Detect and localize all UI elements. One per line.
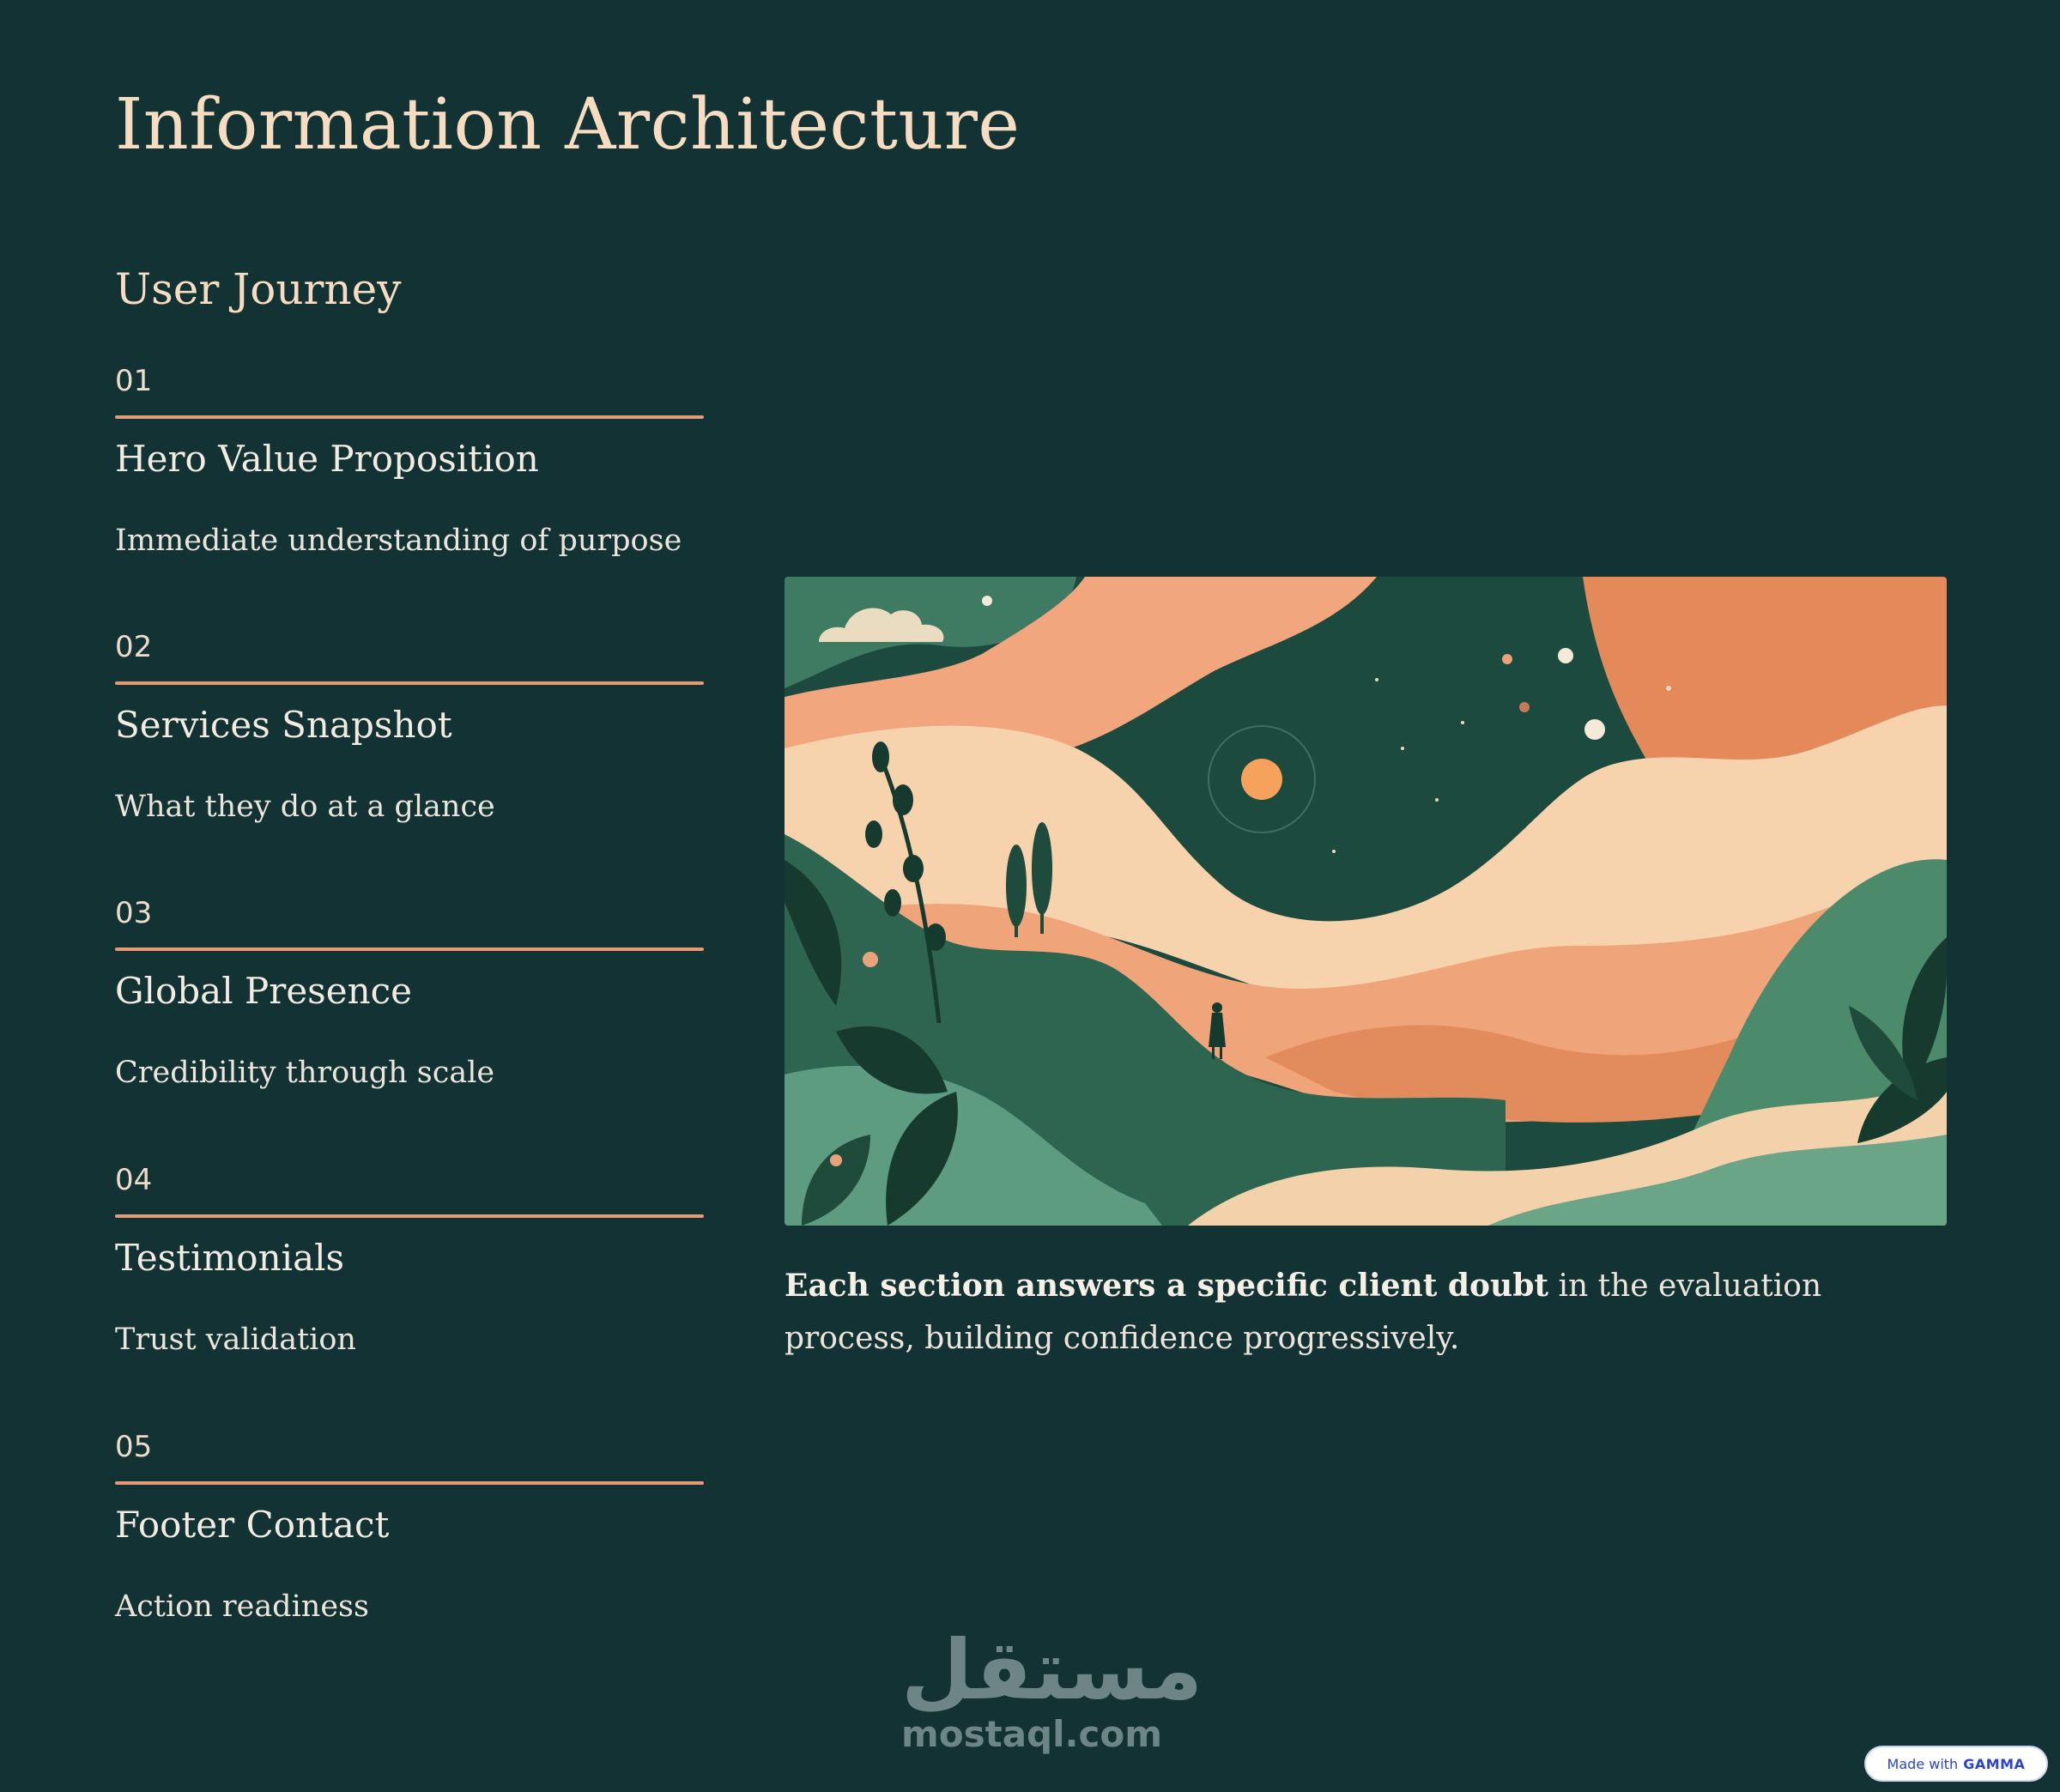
watermark	[901, 1622, 1203, 1756]
journey-step-4	[115, 1163, 704, 1420]
journey-step-3	[115, 896, 704, 1153]
step-number: 05	[115, 1430, 153, 1464]
step-number: 04	[115, 1163, 153, 1197]
caption-bold: Each section answers a specific client doubt	[785, 1268, 1549, 1304]
step-title: Services Snapshot	[115, 704, 452, 746]
landscape-illustration	[785, 577, 1947, 1226]
journey-step-1	[115, 364, 704, 621]
step-number: 02	[115, 630, 153, 664]
step-title: Hero Value Proposition	[115, 438, 539, 480]
step-description: Immediate understanding of purpose	[115, 524, 682, 558]
step-number: 03	[115, 896, 153, 930]
step-description: Trust validation	[115, 1323, 356, 1357]
caption-rest: in the evaluation process, building confidence progressively.	[785, 1268, 1822, 1356]
step-number: 01	[115, 364, 153, 398]
step-divider	[115, 1214, 704, 1218]
step-title: Testimonials	[115, 1237, 345, 1279]
step-description: What they do at a glance	[115, 790, 495, 824]
journey-step-5	[115, 1430, 704, 1687]
step-divider	[115, 681, 704, 685]
step-divider	[115, 1481, 704, 1485]
badge-prefix: Made with	[1887, 1755, 1959, 1772]
watermark-url: mostaql.com	[901, 1713, 1162, 1755]
step-divider	[115, 947, 704, 951]
step-description: Credibility through scale	[115, 1056, 495, 1090]
step-divider	[115, 415, 704, 419]
step-description: Action readiness	[115, 1589, 369, 1624]
page-title: Information Architecture	[115, 84, 1021, 166]
badge-brand: GAMMA	[1963, 1755, 2026, 1772]
watermark-arabic: مستقل	[901, 1622, 1203, 1718]
step-title: Global Presence	[115, 970, 413, 1012]
section-heading-user-journey: User Journey	[115, 264, 402, 314]
journey-step-2	[115, 630, 704, 887]
illustration-caption	[785, 1260, 1952, 1365]
made-with-gamma-badge[interactable]	[1864, 1746, 2048, 1782]
step-title: Footer Contact	[115, 1504, 390, 1546]
